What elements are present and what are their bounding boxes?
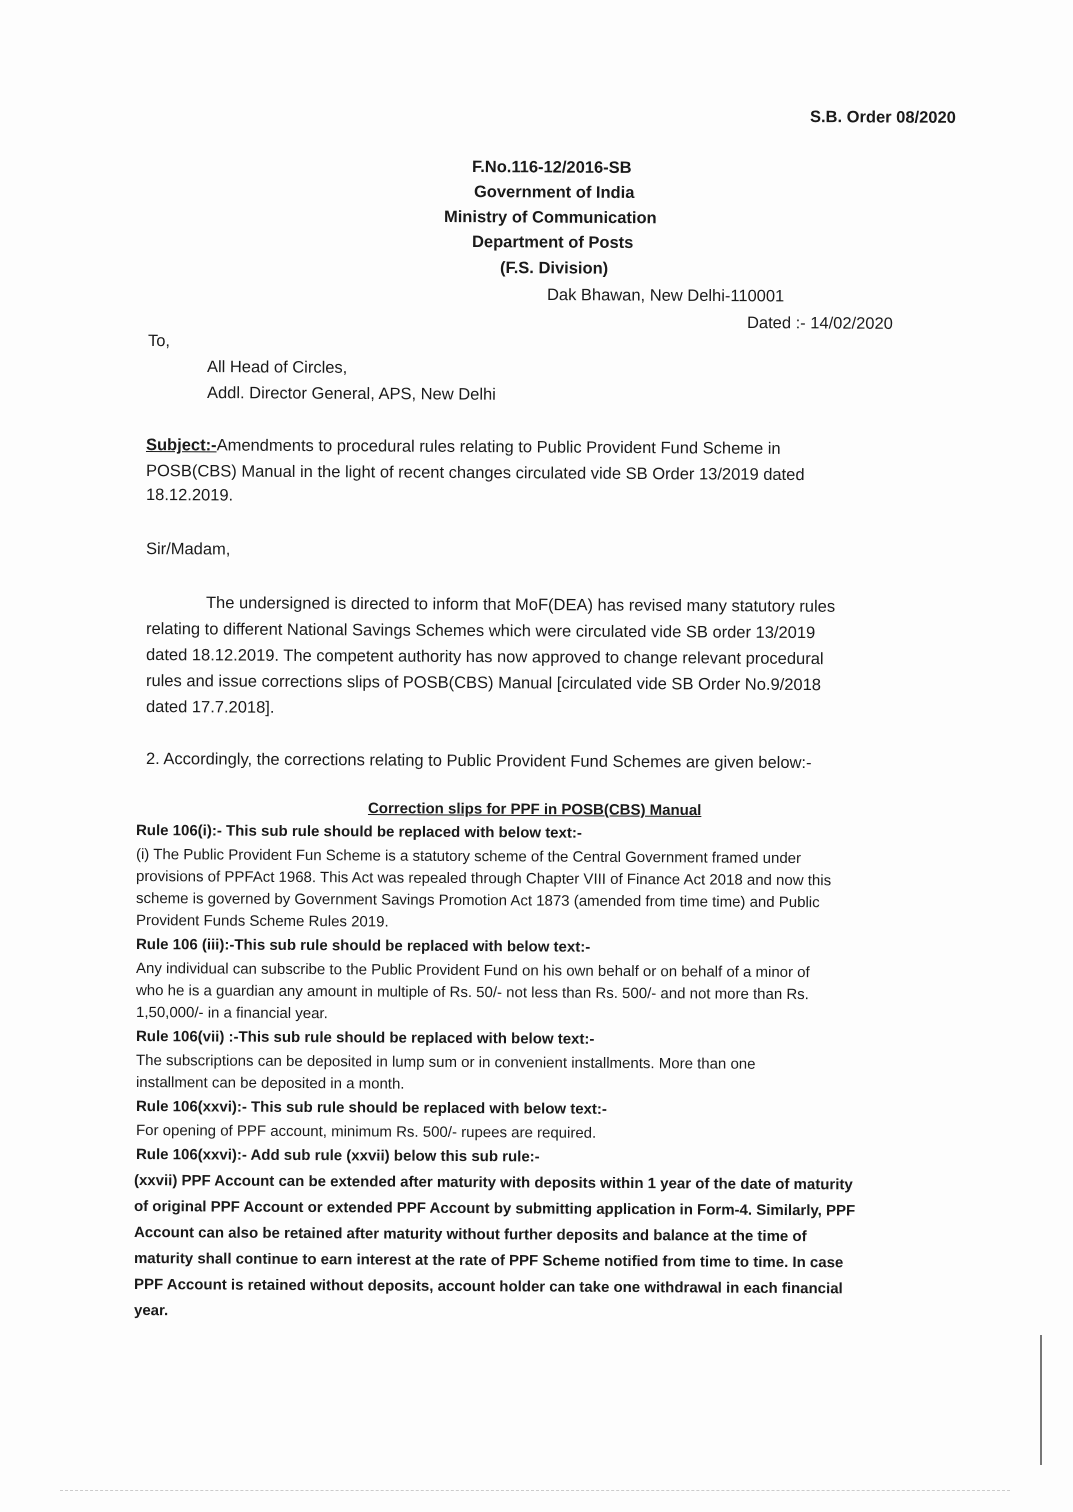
department-name: Department of Posts [471, 233, 634, 252]
subject-line: Subject:-Amendments to procedural rules relating to Public Provident Fund Scheme in [145, 436, 781, 458]
correction-title: Correction slips for PPF in POSB(CBS) Manual [367, 800, 702, 820]
rule-text: maturity shall continue to earn interest at the rate of PPF Scheme notified from time to time. In case [133, 1250, 844, 1272]
rule-text: Account can also be retained after maturity without further deposits and balance at the time of [133, 1224, 807, 1246]
subject-line: 18.12.2019. [145, 486, 234, 505]
salutation: Sir/Madam, [145, 540, 231, 559]
rule-text: (xxvii) PPF Account can be extended after maturity with deposits within 1 year of the date of maturity [133, 1172, 853, 1194]
rule-text: For opening of PPF account, minimum Rs. 500/- rupees are required. [135, 1122, 597, 1142]
rule-text: Any individual can subscribe to the Public Provident Fund on his own behalf or on behalf of a minor of [135, 960, 810, 982]
subject-label: Subject:- [145, 436, 217, 455]
address: Dak Bhawan, New Delhi-110001 [546, 286, 785, 306]
division-name: (F.S. Division) [499, 259, 609, 278]
rule-text: scheme is governed by Government Savings Promotion Act 1873 (amended from time time) and Public [135, 890, 820, 912]
rule-text: Provident Funds Scheme Rules 2019. [135, 912, 389, 931]
rule-heading: Rule 106(xxvi):- This sub rule should be replaced with below text:- [135, 1098, 607, 1118]
rule-heading: Rule 106(xxvi):- Add sub rule (xxvii) below this sub rule:- [135, 1146, 540, 1166]
rule-text: who he is a guardian any amount in multiple of Rs. 50/- not less than Rs. 500/- and not more than Rs. [135, 982, 809, 1004]
rule-text: PPF Account is retained without deposits, account holder can take one withdrawal in each financial [133, 1276, 843, 1298]
to-label: To, [147, 332, 171, 351]
scan-edge-line [60, 1490, 1010, 1491]
order-number: S.B. Order 08/2020 [809, 108, 956, 127]
rule-text: of original PPF Account or extended PPF Account by submitting application in Form-4. Similarly, PPF [133, 1198, 856, 1220]
recipient: Addl. Director General, APS, New Delhi [206, 384, 496, 404]
rule-heading: Rule 106 (iii):-This sub rule should be replaced with below text:- [135, 936, 591, 956]
rule-text: installment can be deposited in a month. [135, 1074, 405, 1093]
rule-heading: Rule 106(vii) :-This sub rule should be replaced with below text:- [135, 1028, 595, 1048]
date: Dated :- 14/02/2020 [746, 314, 893, 333]
scan-edge-mark [1040, 1335, 1042, 1465]
para1-line: dated 17.7.2018]. [145, 698, 275, 717]
rule-text: 1,50,000/- in a financial year. [135, 1004, 328, 1023]
recipient: All Head of Circles, [206, 358, 348, 377]
rule-text: year. [133, 1302, 169, 1320]
para1-line: relating to different National Savings Schemes which were circulated vide SB order 13/2019 [145, 620, 816, 643]
rule-text: The subscriptions can be deposited in lump sum or in convenient installments. More than one [135, 1052, 756, 1073]
para2: 2. Accordingly, the corrections relating to Public Provident Fund Schemes are given below:- [145, 750, 812, 773]
rule-heading: Rule 106(i):- This sub rule should be replaced with below text:- [135, 822, 582, 842]
subject-line: POSB(CBS) Manual in the light of recent changes circulated vide SB Order 13/2019 dated [145, 462, 805, 485]
para1-line: rules and issue corrections slips of POSB(CBS) Manual [circulated vide SB Order No.9/2018 [145, 672, 822, 695]
para1-line: dated 18.12.2019. The competent authority has now approved to change relevant procedural [145, 646, 824, 669]
file-number: F.No.116-12/2016-SB [471, 158, 632, 177]
rule-text: (i) The Public Provident Fun Scheme is a statutory scheme of the Central Government framed under [135, 846, 802, 868]
para1-line: The undersigned is directed to inform that MoF(DEA) has revised many statutory rules [205, 594, 836, 616]
ministry-name: Ministry of Communication [443, 208, 657, 228]
government-name: Government of India [473, 183, 635, 202]
rule-text: provisions of PPFAct 1968. This Act was repealed through Chapter VIII of Finance Act 2018 and now this [135, 868, 832, 890]
